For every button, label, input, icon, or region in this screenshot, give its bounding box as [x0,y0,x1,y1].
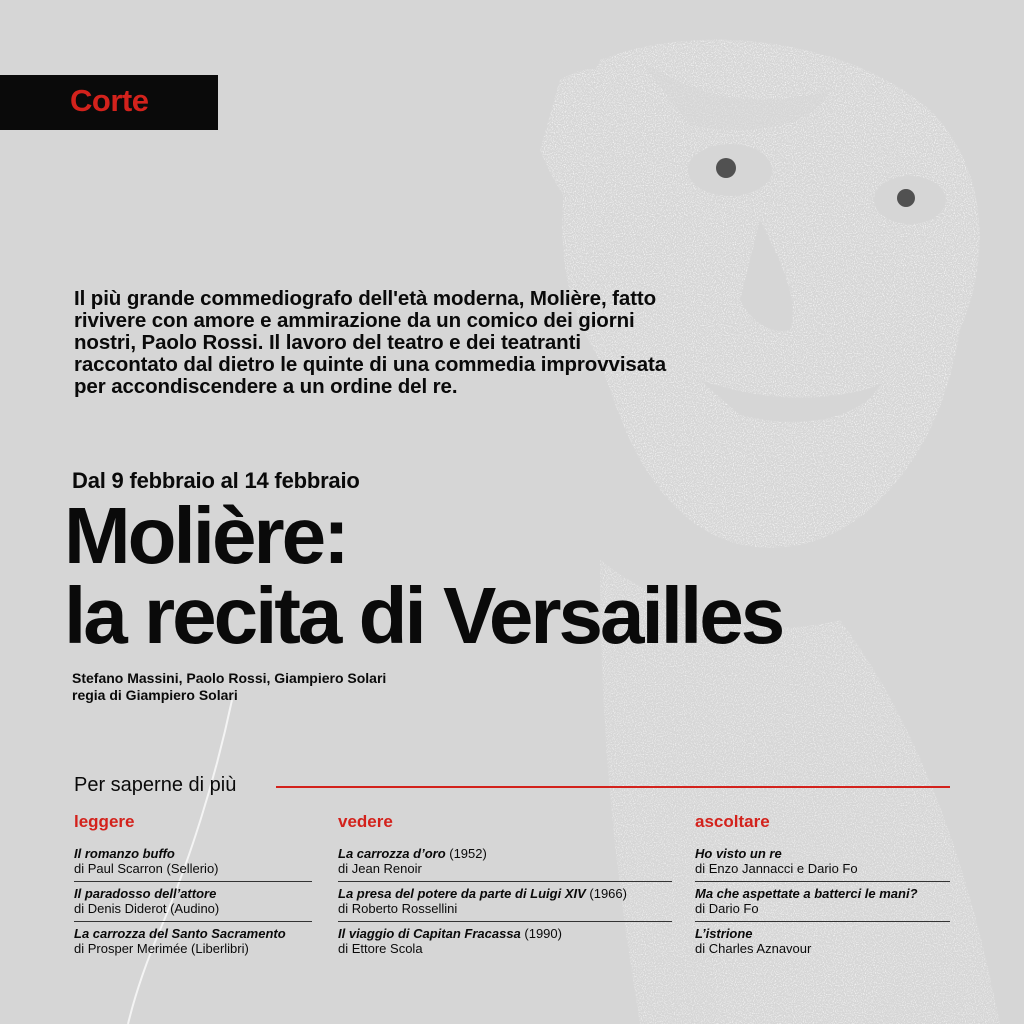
item-title: Il paradosso dell’attore [74,886,217,901]
column-read [74,812,312,961]
column-listen [695,812,950,961]
item-author: di Prosper Merimée (Liberlibri) [74,941,249,956]
item-title: Ma che aspettate a batterci le mani? [695,886,918,901]
column-heading: leggere [74,812,135,831]
item-author: di Jean Renoir [338,861,422,876]
item-year: (1952) [445,846,487,861]
show-title-line-2: la recita di Versailles [64,571,783,660]
column-heading: vedere [338,812,393,831]
list-item [338,882,672,922]
item-title: Ho visto un re [695,846,782,861]
more-info-heading: Per saperne di più [74,774,237,796]
list-item [695,882,950,922]
credits-director: regia di Giampiero Solari [72,687,238,703]
item-title: Il romanzo buffo [74,846,175,861]
show-title-line-1: Molière: [64,491,347,580]
item-title: L’istrione [695,926,753,941]
item-title: La presa del potere da parte di Luigi XIV [338,886,586,901]
section-tag [0,75,218,130]
list-item [74,842,312,882]
column-watch [338,812,672,961]
item-author: di Charles Aznavour [695,941,812,956]
column-heading: ascoltare [695,812,770,831]
credits-authors: Stefano Massini, Paolo Rossi, Giampiero Solari [72,670,387,686]
list-item [695,922,950,961]
credits [72,670,386,704]
item-title: La carrozza del Santo Sacramento [74,926,286,941]
item-title: Il viaggio di Capitan Fracassa [338,926,521,941]
list-item [338,922,672,961]
heading-rule [276,786,950,788]
item-author: di Enzo Jannacci e Dario Fo [695,861,858,876]
event-dates: Dal 9 febbraio al 14 febbraio [72,468,360,493]
item-author: di Denis Diderot (Audino) [74,901,220,916]
item-author: di Paul Scarron (Sellerio) [74,861,219,876]
item-title: La carrozza d’oro [338,846,446,861]
item-author: di Ettore Scola [338,941,423,956]
list-item [74,882,312,922]
show-title [64,491,783,660]
list-item [74,922,312,961]
item-year: (1966) [585,886,627,901]
list-item [338,842,672,882]
item-author: di Roberto Rossellini [338,901,458,916]
section-label: Corte [70,83,149,118]
list-item [695,842,950,882]
item-author: di Dario Fo [695,901,759,916]
intro-text: Il più grande commediografo dell'età moderna, Molière, fatto rivivere con amore e ammirazione da un comico dei giorni nostri, Paolo Rossi. Il lavoro del teatro e dei teatranti raccontato dal dietro le quinte di una commedia improvvisata per accondiscendere a un ordine del re. [74,287,667,398]
item-year: (1990) [520,926,562,941]
